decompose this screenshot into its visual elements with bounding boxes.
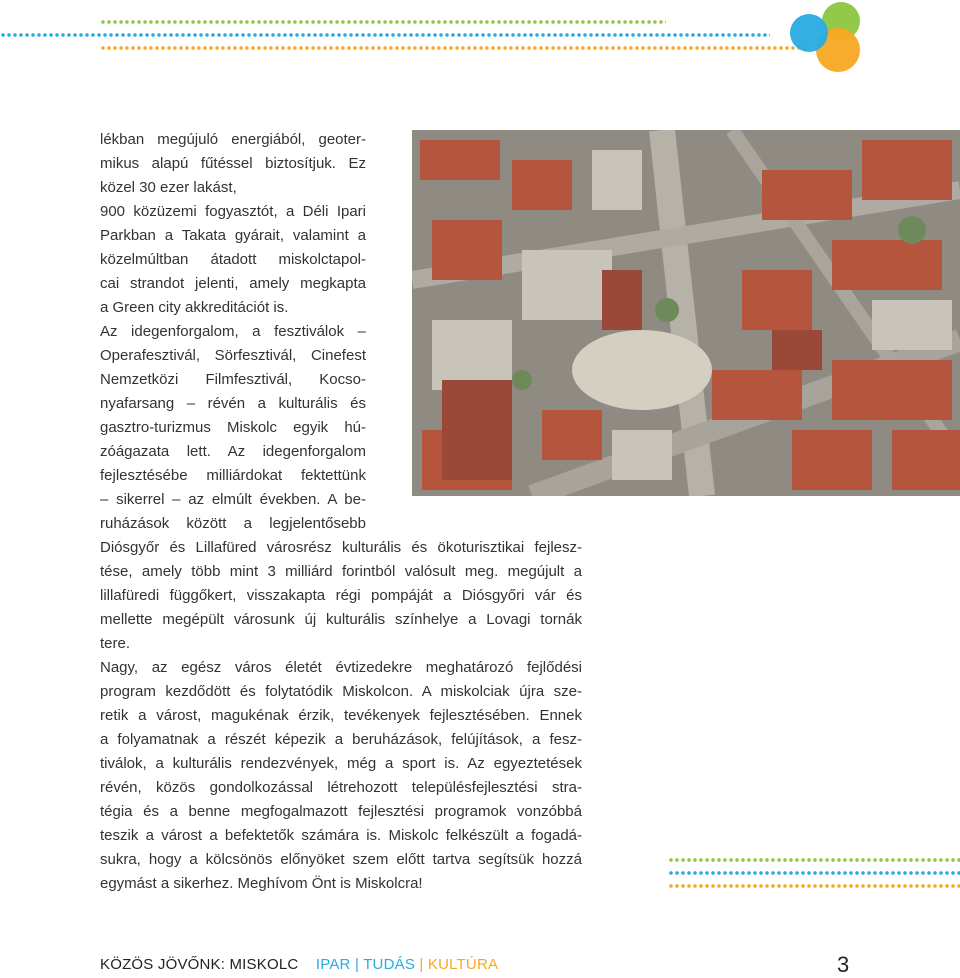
body-text-narrow <box>100 128 366 536</box>
text-line: Nemzetközi Filmfesztivál, Kocso- <box>100 371 366 388</box>
text-line: tiválok, a kulturális rendezvények, még a sport is. Az egyeztetések <box>100 755 582 772</box>
decorative-dotted-line-orange <box>668 884 960 888</box>
text-line: cai strandot jelenti, amely megkapta <box>100 275 366 292</box>
text-line: lékban megújuló energiából, geoter- <box>100 131 366 148</box>
footer-ipar: IPAR <box>315 956 351 973</box>
decorative-dotted-line-blue <box>0 33 770 37</box>
text-line: sukra, hogy a kölcsönös előnyöket szem előtt tartva segítsük hozzá <box>100 851 582 868</box>
text-line: Parkban a Takata gyárait, valamint a <box>100 227 366 244</box>
page-number: 3 <box>837 952 850 977</box>
text-line: Diósgyőr és Lillafüred városrész kulturális és ökoturisztikai fejlesz- <box>100 539 582 556</box>
text-line: nyafarsang – révén a kulturális és <box>100 395 366 412</box>
footer-main-title: KÖZÖS JÖVŐNK: MISKOLC <box>100 956 299 973</box>
text-line: retik a várost, magukénak érzik, tevékenyek fejlesztésében. Ennek <box>100 707 582 724</box>
decorative-dotted-line-green <box>100 20 666 24</box>
text-line: a folyamatnak a részét képezik a beruházások, felújítások, a fesz- <box>100 731 582 748</box>
decorative-dotted-line-green <box>668 858 960 862</box>
aerial-city-photo <box>412 130 960 496</box>
text-line: tere. <box>100 635 131 652</box>
text-line: mikus alapú fűtéssel biztosítjuk. Ez <box>100 155 366 172</box>
text-line: zóágazata lett. Az idegenforgalom <box>100 443 366 460</box>
text-line: fejlesztésébe milliárdokat fektettünk <box>100 467 366 484</box>
text-line: közelmúltban átadott miskolctapol- <box>100 251 366 268</box>
text-line: ruházások között a legjelentősebb <box>100 515 366 532</box>
footer-separator: | <box>354 956 360 973</box>
text-line: gasztro-turizmus Miskolc egyik hú- <box>100 419 366 436</box>
text-line: a Green city akkreditációt is. <box>100 299 289 316</box>
logo-circle-blue <box>790 14 828 52</box>
text-line: 900 közüzemi fogyasztót, a Déli Ipari <box>100 203 366 220</box>
logo-circles <box>786 2 866 74</box>
text-line: Az idegenforgalom, a fesztiválok – <box>100 323 366 340</box>
decorative-dotted-line-blue <box>668 871 960 875</box>
decorative-dotted-line-orange <box>100 46 806 50</box>
text-line: program kezdődött és folytatódik Miskolcon. A miskolciak újra sze- <box>100 683 582 700</box>
text-line: egymást a sikerhez. Meghívom Önt is Miskolcra! <box>100 875 423 892</box>
text-line: teszik a várost a befektetők számára is. Miskolc felkészült a fogadá- <box>100 827 582 844</box>
text-line: tése, amely több mint 3 milliárd forintból valósult meg. megújult a <box>100 563 582 580</box>
footer-separator: | <box>419 956 424 973</box>
text-line: Nagy, az egész város életét évtizedekre meghatározó fejlődési <box>100 659 582 676</box>
text-line: – sikerrel – az elmúlt években. A be- <box>100 491 366 508</box>
aerial-city-illustration <box>412 130 960 496</box>
footer-tudas: TUDÁS <box>363 956 416 973</box>
text-line: közel 30 ezer lakást, <box>100 179 237 196</box>
body-text-wide <box>100 536 582 896</box>
text-line: mellette megépült városunk új kulturális színhelye a Lovagi tornák <box>100 611 582 628</box>
text-line: révén, közös gondolkozással létrehozott településfejlesztési stra- <box>100 779 582 796</box>
text-line: Operafesztivál, Sörfesztivál, Cinefest <box>100 347 366 364</box>
text-line: lillafüredi függőkert, visszakapta régi pompáját a Diósgyőri vár és <box>100 587 582 604</box>
footer-title <box>100 956 498 973</box>
text-line: tégia és a benne megfogalmazott fejlesztési programok vonzóbbá <box>100 803 582 820</box>
footer-kultura: KULTÚRA <box>427 956 499 973</box>
